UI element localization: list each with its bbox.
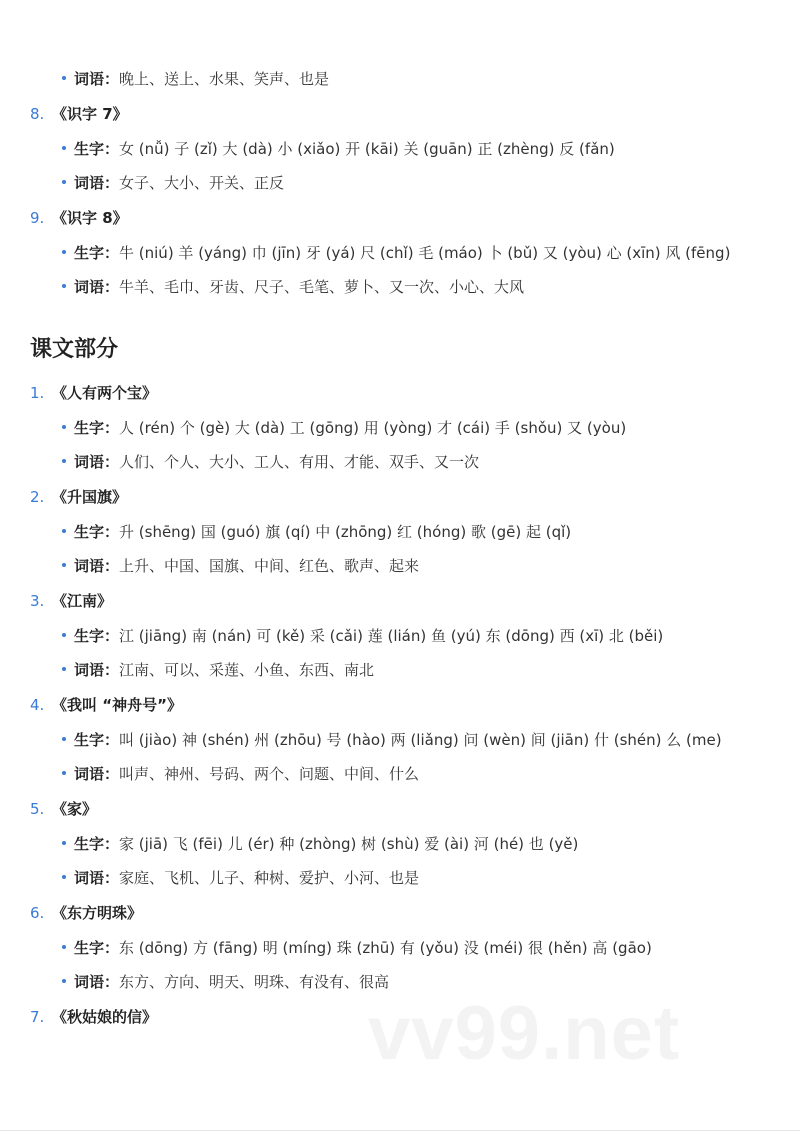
shengzi-bullet: [62, 417, 626, 438]
shengzi-bullet: [62, 729, 722, 750]
ciyu-label: 词语：: [74, 278, 120, 296]
shengzi-bullet: [62, 833, 578, 854]
lesson-title: 《人有两个宝》: [52, 384, 158, 402]
list-number: 7.: [30, 1008, 45, 1026]
list-number: 1.: [30, 384, 45, 402]
ciyu-label: 词语：: [74, 453, 120, 471]
bullet-dot-icon: [62, 180, 66, 184]
shengzi-label: 生字：: [74, 140, 120, 158]
lesson-title-item: [30, 382, 157, 403]
list-number: 6.: [30, 904, 45, 922]
ciyu-label: 词语：: [74, 661, 120, 679]
lesson-title-item: [30, 1006, 157, 1027]
ciyu-text: 晚上、送上、水果、笑声、也是: [119, 70, 330, 88]
ciyu-label: 词语：: [74, 174, 120, 192]
ciyu-bullet: [62, 555, 419, 576]
lesson-title: 《我叫 “神舟号”》: [52, 696, 182, 714]
ciyu-bullet: [62, 276, 524, 297]
ciyu-text: 东方、方向、明天、明珠、有没有、很高: [119, 973, 390, 991]
bullet-dot-icon: [62, 425, 66, 429]
ciyu-text: 牛羊、毛巾、牙齿、尺子、毛笔、萝卜、又一次、小心、大风: [119, 278, 525, 296]
lesson-title-item: [30, 902, 142, 923]
list-number: 9.: [30, 209, 45, 227]
bullet-dot-icon: [62, 146, 66, 150]
shengzi-text: 人 (rén) 个 (gè) 大 (dà) 工 (gōng) 用 (yòng) 才 (cái) 手 (shǒu) 又 (yòu): [119, 419, 627, 437]
shengzi-text: 升 (shēng) 国 (guó) 旗 (qí) 中 (zhōng) 红 (hóng) 歌 (gē) 起 (qǐ): [119, 523, 572, 541]
lesson-title: 《识字 8》: [52, 209, 128, 227]
page-bottom-divider: [0, 1130, 800, 1131]
lesson-title-item: [30, 798, 97, 819]
list-number: 5.: [30, 800, 45, 818]
bullet-dot-icon: [62, 667, 66, 671]
ciyu-label: 词语：: [74, 70, 120, 88]
watermark: vv99.net: [368, 991, 681, 1076]
shengzi-text: 牛 (niú) 羊 (yáng) 巾 (jīn) 牙 (yá) 尺 (chǐ) 毛 (máo) 卜 (bǔ) 又 (yòu) 心 (xīn) 风 (fēng): [119, 244, 731, 262]
ciyu-text: 叫声、神州、号码、两个、问题、中间、什么: [119, 765, 420, 783]
bullet-dot-icon: [62, 841, 66, 845]
bullet-dot-icon: [62, 875, 66, 879]
lesson-title-item: [30, 103, 128, 124]
ciyu-label: 词语：: [74, 869, 120, 887]
shengzi-text: 女 (nǚ) 子 (zǐ) 大 (dà) 小 (xiǎo) 开 (kāi) 关 (guān) 正 (zhèng) 反 (fǎn): [119, 140, 615, 158]
ciyu-label: 词语：: [74, 765, 120, 783]
lesson-title: 《江南》: [52, 592, 113, 610]
lesson-title: 《识字 7》: [52, 105, 128, 123]
shengzi-label: 生字：: [74, 627, 120, 645]
ciyu-text: 上升、中国、国旗、中间、红色、歌声、起来: [119, 557, 420, 575]
ciyu-bullet: [62, 763, 419, 784]
lesson-title: 《升国旗》: [52, 488, 128, 506]
shengzi-text: 叫 (jiào) 神 (shén) 州 (zhōu) 号 (hào) 两 (liǎng) 问 (wèn) 间 (jiān) 什 (shén) 么 (me): [119, 731, 722, 749]
section-heading: 课文部分: [30, 337, 119, 362]
bullet-dot-icon: [62, 737, 66, 741]
bullet-dot-icon: [62, 529, 66, 533]
lesson-title-item: [30, 207, 128, 228]
shengzi-label: 生字：: [74, 939, 120, 957]
shengzi-label: 生字：: [74, 244, 120, 262]
ciyu-label: 词语：: [74, 557, 120, 575]
list-number: 8.: [30, 105, 45, 123]
lesson-title: 《秋姑娘的信》: [52, 1008, 158, 1026]
shengzi-text: 江 (jiāng) 南 (nán) 可 (kě) 采 (cǎi) 莲 (lián) 鱼 (yú) 东 (dōng) 西 (xī) 北 (běi): [119, 627, 664, 645]
bullet-dot-icon: [62, 633, 66, 637]
shengzi-label: 生字：: [74, 419, 120, 437]
ciyu-bullet: [62, 659, 374, 680]
ciyu-bullet: [62, 172, 284, 193]
ciyu-bullet: [62, 451, 479, 472]
ciyu-text: 人们、个人、大小、工人、有用、才能、双手、又一次: [119, 453, 480, 471]
shengzi-label: 生字：: [74, 835, 120, 853]
shengzi-text: 东 (dōng) 方 (fāng) 明 (míng) 珠 (zhū) 有 (yǒu) 没 (méi) 很 (hěn) 高 (gāo): [119, 939, 652, 957]
list-number: 3.: [30, 592, 45, 610]
ciyu-text: 女子、大小、开关、正反: [119, 174, 285, 192]
shengzi-label: 生字：: [74, 523, 120, 541]
shengzi-text: 家 (jiā) 飞 (fēi) 儿 (ér) 种 (zhòng) 树 (shù) 爱 (ài) 河 (hé) 也 (yě): [119, 835, 579, 853]
shengzi-bullet: [62, 625, 663, 646]
bullet-dot-icon: [62, 979, 66, 983]
shengzi-bullet: [62, 937, 652, 958]
shengzi-bullet: [62, 521, 571, 542]
bullet-dot-icon: [62, 76, 66, 80]
ciyu-label: 词语：: [74, 973, 120, 991]
bullet-dot-icon: [62, 284, 66, 288]
lesson-title-item: [30, 590, 112, 611]
list-number: 2.: [30, 488, 45, 506]
lesson-title: 《家》: [52, 800, 98, 818]
lesson-title: 《东方明珠》: [52, 904, 143, 922]
bullet-dot-icon: [62, 250, 66, 254]
bullet-dot-icon: [62, 563, 66, 567]
shengzi-bullet: [62, 138, 615, 159]
ciyu-text: 江南、可以、采莲、小鱼、东西、南北: [119, 661, 375, 679]
list-number: 4.: [30, 696, 45, 714]
bullet-dot-icon: [62, 459, 66, 463]
ciyu-text: 家庭、飞机、儿子、种树、爱护、小河、也是: [119, 869, 420, 887]
shengzi-bullet: [62, 242, 730, 263]
lesson-title-item: [30, 694, 182, 715]
ciyu-bullet: [62, 971, 389, 992]
bullet-dot-icon: [62, 945, 66, 949]
lesson-title-item: [30, 486, 127, 507]
shengzi-label: 生字：: [74, 731, 120, 749]
ciyu-bullet: [62, 68, 329, 89]
bullet-dot-icon: [62, 771, 66, 775]
ciyu-bullet: [62, 867, 419, 888]
